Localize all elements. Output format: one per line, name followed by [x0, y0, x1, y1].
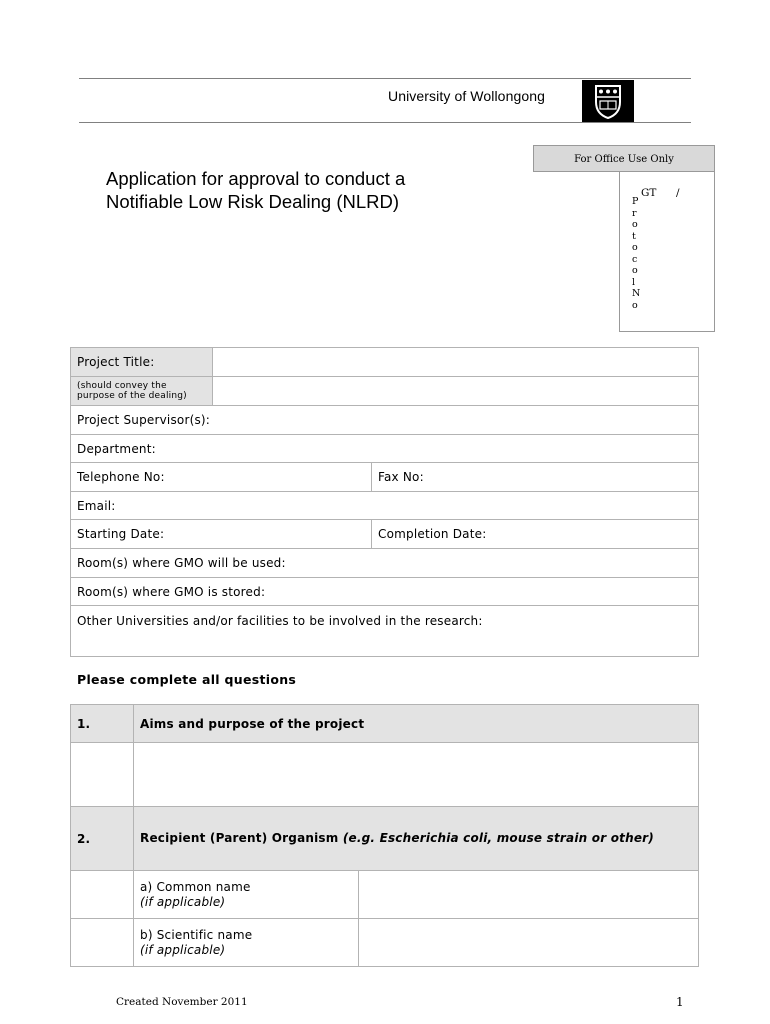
q2b-label-cell [134, 919, 359, 967]
q2-number: 2. [71, 807, 134, 871]
q2-title-text: Recipient (Parent) Organism [140, 831, 343, 845]
project-details-table [70, 347, 699, 657]
telephone-label: Telephone No: [77, 470, 165, 484]
email-field[interactable] [71, 492, 699, 520]
telephone-field[interactable] [71, 463, 372, 492]
q2b-label: b) Scientific name [140, 927, 253, 942]
room-stored-label: Room(s) where GMO is stored: [77, 584, 266, 599]
protocol-letter: t [632, 230, 636, 242]
page-number: 1 [676, 995, 684, 1009]
protocol-letter: N [632, 288, 641, 299]
q2-title-example: (e.g. Escherichia coli, mouse strain or other) [342, 831, 654, 845]
protocol-letter: r [632, 207, 637, 219]
q2a-hint [140, 895, 352, 910]
protocol-letter: c [632, 253, 638, 265]
protocol-letter: o [632, 219, 638, 230]
q1-number: 1. [71, 705, 134, 743]
questions-table [70, 704, 699, 967]
q2b-scientific-name-field[interactable] [359, 919, 699, 967]
room-used-label: Room(s) where GMO will be used: [77, 556, 286, 570]
project-supervisor-field[interactable] [71, 406, 699, 435]
other-facilities-field[interactable] [71, 606, 699, 657]
document-title-line1: Application for approval to conduct a [106, 168, 406, 189]
project-supervisor-label: Project Supervisor(s): [77, 413, 211, 427]
header-bottom-rule [79, 122, 691, 123]
q1-answer-field[interactable] [134, 743, 699, 807]
starting-date-label: Starting Date: [77, 527, 165, 541]
q2b-number-cell [71, 919, 134, 967]
q2-title [134, 807, 699, 871]
project-title-field[interactable] [213, 348, 699, 377]
header-top-rule [79, 78, 691, 79]
q1-title: Aims and purpose of the project [134, 705, 699, 743]
project-title-field-continued[interactable] [213, 377, 699, 406]
document-title [106, 167, 526, 213]
protocol-letter: o [632, 265, 638, 276]
university-name: University of Wollongong [388, 88, 545, 104]
protocol-letter: o [632, 299, 638, 311]
protocol-no-label [632, 196, 642, 311]
instructions-text: Please complete all questions [77, 672, 297, 687]
q2a-label: a) Common name [140, 879, 251, 894]
document-title-line2: Notifiable Low Risk Dealing (NLRD) [106, 191, 400, 212]
q2b-hint [140, 943, 352, 958]
q2b-hint-text: (if applicable) [140, 942, 226, 957]
office-gt-label: GT [641, 187, 657, 199]
protocol-letter: P [632, 196, 639, 207]
office-use-heading: For Office Use Only [533, 145, 715, 172]
protocol-letter: l [632, 276, 636, 288]
university-crest-icon [582, 80, 634, 122]
q2a-hint-text: (if applicable) [140, 894, 226, 909]
email-label: Email: [77, 498, 116, 513]
protocol-letter: o [632, 242, 638, 253]
room-used-field[interactable] [71, 549, 699, 578]
footer-created: Created November 2011 [116, 996, 248, 1008]
department-field[interactable] [71, 435, 699, 463]
office-slash: / [676, 187, 680, 199]
q2a-label-cell [134, 871, 359, 919]
fax-field[interactable] [372, 463, 699, 492]
other-facilities-label: Other Universities and/or facilities to be involved in the research: [77, 614, 483, 628]
starting-date-field[interactable] [71, 520, 372, 549]
q2a-common-name-field[interactable] [359, 871, 699, 919]
project-title-label: Project Title: [71, 348, 213, 377]
q2a-number-cell [71, 871, 134, 919]
completion-date-field[interactable] [372, 520, 699, 549]
department-label: Department: [77, 441, 156, 456]
project-title-hint: (should convey the purpose of the dealing) [71, 377, 213, 406]
room-stored-field[interactable] [71, 578, 699, 606]
completion-date-label: Completion Date: [378, 527, 487, 541]
fax-label: Fax No: [378, 470, 424, 484]
q1-number-cell [71, 743, 134, 807]
